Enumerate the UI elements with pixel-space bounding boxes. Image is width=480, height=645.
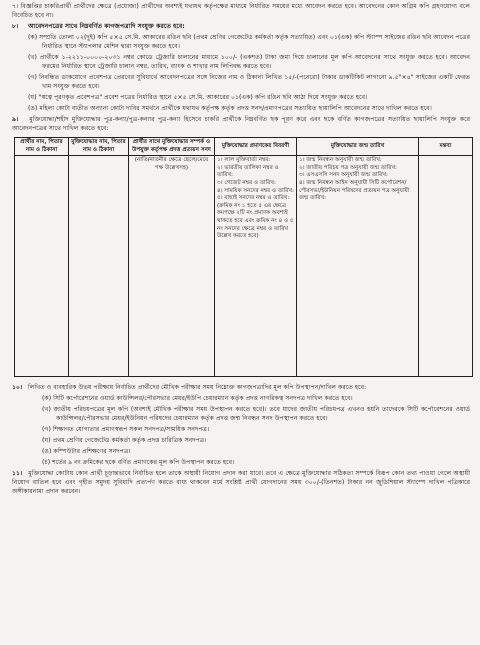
section11-number: ১১। bbox=[12, 470, 23, 478]
section9-text: মুক্তিযোদ্ধা/শহীদ মুক্তিযোদ্ধার পুত্র-কন্যা/পুত্র-কন্যার পুত্র-কন্যা হিসেবে চাকরি প্রার্থীকে নিম্নবর্ণিত ছক পূরণ করে এবং ছকে বর্ণিত কাগজপত্রের সত্যায়িত ছায়ালিপি সংযুক্ত করে আবেদনপত্রের সাথে দাখিল করতে হবে: bbox=[12, 116, 470, 132]
header-birth-date: মুক্তিযোদ্ধার জন্ম তারিখ bbox=[297, 138, 419, 156]
cell-evidence: ১। লাল মুক্তিবার্তা নম্বর: ২। ভারতীয় তালিকা নম্বর ও তারিখ: ৩। গেজেট নম্বর ও তারিখ: ৪। সাময়িক সনদের নম্বর ও তারিখ: ৫। বাছাই সনদের নম্বর ও তারিখ: (ক্রমিক নং ১ হতে ৫ এর ক্ষেত্রে কমপক্ষে ২টি নং প্রমাণক অবশ্যই থাকতে হবে এবং ক্রমিক নং ৪ ও ৫ নং সনদের ক্ষেত্রে নম্বর ও তারিখ উল্লেখ করতে হবে) bbox=[215, 156, 297, 377]
section10-item-c: (গ) শিক্ষাগত যোগ্যতার প্রমাণস্বরূপ সকল সনদপত্র/সাময়িক সনদপত্র। bbox=[42, 426, 210, 434]
section10-item-e: (ঙ) কম্পিউটার প্রশিক্ষণের সনদপত্র। bbox=[42, 448, 131, 456]
section10-text: লিখিত ও ব্যবহারিক উভয় পরীক্ষায় নির্বাচিত প্রার্থীদের মৌখিক পরীক্ষার সময় নিম্নোক্ত কাগজপত্রাদির মূল কপি উপস্থাপন/দাখিল করতে হবে: bbox=[27, 384, 367, 392]
section-10 bbox=[12, 383, 470, 467]
section-11 bbox=[12, 469, 470, 496]
cell-freedom-fighter bbox=[69, 156, 129, 377]
section8-title bbox=[12, 22, 470, 31]
section11-paragraph bbox=[12, 469, 470, 496]
section11-text: মুক্তিযোদ্ধা কোটায় কোন প্রার্থী চূড়ান্তভাবে নির্বাচিত হলে তাকে অস্থায়ী নিয়োগ প্রদান করা যাবে। তবে এ ক্ষেত্রে মুক্তিযোদ্ধার সঠিকতা সম্পর্কে বিরূপ কোন তথ্য পাওয়া গেলে অস্থায়ী নিয়োগ বাতিল হবে এবং গৃহীত সমুদয় সুবিধাদি প্রত্যর্পণ করতে বাধ্য থাকবেন মর্মে সংশ্লিষ্ট প্রার্থী যোগদানের সময় ৩০০/-(তিনশত) টাকার নন জুডিশিয়াল স্ট্যাম্পে দাখিল পত্রিকারে অঙ্গীকারনামা প্রদান করবেন। bbox=[12, 470, 470, 496]
section10-item-f: (চ) শর্তের ৯ নং ক্রমিকের ছকে বর্ণিত প্রমাণকের মূল কপি উপস্থাপন করতে হবে। bbox=[42, 459, 235, 467]
cell-relation: (নাতি/নাতনীর ক্ষেত্রে ছেলে/মেয়ে পক্ষ উল্লেখসহ) bbox=[129, 156, 215, 377]
header-applicant: প্রার্থীর নাম, পিতার নাম ও ঠিকানা bbox=[15, 138, 69, 156]
section8-number: ৮। bbox=[12, 23, 19, 30]
cell-applicant bbox=[15, 156, 69, 377]
section7-partial: ৭। বিজ্ঞপ্তির চাকরিপ্রার্থী প্রার্থীদের ক্ষেত্রে (প্রযোজ্য) প্রার্থীদের অবশ্যই যথাযথ কর্তৃপক্ষের মাধ্যমে নির্ধারিত সময়ের মধ্যে আবেদন করতে হবে। আবেদনের কোন অগ্রিম কপি গ্রহণযোগ্য বলে বিবেচিত হবে না। bbox=[12, 3, 470, 19]
section8-item-a: (ক) সম্প্রতি তোলা ০২(দুই) কপি ৫×৫ সে.মি. আকারের রঙিন ছবি (প্রথম শ্রেণির গেজেটেড কর্মকর্তা কর্তৃক সত্যায়িত) এবং ০১(এক) কপি স্ট্যাম্প সাইজের রঙিন ছবি আবেদন পত্রের নির্ধারিত স্থানে স্ট্যাপলার মেশিন দ্বারা সংযুক্ত করতে হবে। bbox=[28, 34, 470, 50]
header-evidence: মুক্তিযোদ্ধার প্রমাণকের বিবরণী bbox=[215, 138, 297, 156]
header-freedom-fighter: মুক্তিযোদ্ধার নাম, পিতার নাম ও ঠিকানা bbox=[69, 138, 129, 156]
section-9 bbox=[12, 115, 470, 377]
section10-number: ১০। bbox=[12, 384, 23, 392]
section9-number: ৯। bbox=[12, 116, 19, 123]
section8-item-c: (গ) নিবন্ধিত ডাকযোগে প্রবেশপত্র প্রেরণের সুবিধার্থে আবেদনপত্রের সঙ্গে নিজের নাম ও ঠিকানা লিখিত ১৫/-(পনেরো) টাকার ডাকটিকিট লাগানো ৯.৫"×৪" সাইজের একটি ফেরত খাম সংযুক্ত করতে হবে। bbox=[28, 74, 470, 90]
section-8 bbox=[12, 22, 470, 113]
cell-birth-date: ১। জন্ম নিবন্ধন অনুযায়ী জন্ম তারিখ: ২। জাতীয় পরিচয় পত্র অনুযায়ী জন্ম তারিখ: ৩। এসএসসি সনদ অনুযায়ী জন্ম তারিখ: ৪। জন্ম নিবন্ধন আইন অনুযায়ী সিটি কর্পোরেশন/পৌরসভা/ইউনিয়ন পরিষদের প্রত্যয়ন পত্র অনুযায়ী জন্ম তারিখ: bbox=[297, 156, 419, 377]
cell-remarks bbox=[419, 156, 473, 377]
section10-item-b: (খ) জাতীয় পরিচয়পত্রের মূল কপি (অবশ্যই মৌখিক পরীক্ষার সময় উপস্থাপন করতে হবে)। তবে যাদের জাতীয় পরিচয়পত্র এখনও হয়নি তাদেরকে সিটি কর্পোরেশনের ওয়ার্ড কাউন্সিলর/পৌরসভার মেয়র/ইউনিয়ন পরিষদের চেয়ারম্যান কর্তৃক প্রদত্ত জন্ম নিবন্ধন সনদ উপস্থাপন করতে হবে। bbox=[42, 406, 470, 423]
section8-heading: আবেদনপত্রের সাথে নিম্নবর্ণিত কাগজপত্রাদি সংযুক্ত করতে হবে: bbox=[28, 23, 185, 30]
section10-intro bbox=[12, 383, 470, 392]
header-relation: প্রার্থীর সাথে মুক্তিযোদ্ধার সম্পর্ক ও উপযুক্ত কর্তৃপক্ষ প্রদত্ত প্রত্যয়ন সনদ bbox=[129, 138, 215, 156]
section9-intro bbox=[12, 115, 470, 133]
header-remarks: মন্তব্য bbox=[419, 138, 473, 156]
section10-item-a: (ক) সিটি কর্পোরেশনের ওয়ার্ড কাউন্সিলর/পৌরসভার মেয়র/ইউপি চেয়ারম্যান কর্তৃক প্রদত্ত নাগরিকত্ব সনদপত্র দাখিল করতে হবে। bbox=[42, 395, 353, 403]
section8-item-e: (ঙ) মহিলা কোটা ব্যতীত অন্যান্য কোটা দাবির সমর্থনে প্রার্থীকে যথাযথ কর্তৃপক্ষ কর্তৃক প্রদত্ত সনদ/প্রমাণপত্রের সত্যায়িত ছায়ালিপি আবেদনের সাথে দাখিল করতে হবে। bbox=[28, 105, 432, 112]
section8-item-d: (ঘ) "স্বত্বে পূরণকৃত প্রবেশপত্র" প্রবেশ পত্রের নির্ধারিত স্থানে ৫×৫ সে.মি. আকারের ০১(এক) কপি রঙিন ছবি আঠা দিয়ে সংযুক্ত করতে হবে। bbox=[28, 94, 368, 101]
table-header-row bbox=[15, 138, 473, 156]
table-row bbox=[15, 156, 473, 377]
section10-item-d: (ঘ) প্রথম শ্রেণির গেজেটেড কর্মকর্তা কর্তৃক প্রদত্ত চারিত্রিক সনদপত্র। bbox=[42, 437, 207, 445]
section8-item-b: (খ) প্রার্থীকে ১-২২১১-০০০০-২০৩১ নম্বর কোডে ট্রেজারি চালানের মাধ্যমে ১০০/- (একশত) টাকা জমা দিয়ে চালানের মূল কপি আবেদনের সাথে সংযুক্ত করতে হবে। আবেদন ফরমের নির্ধারিত স্থানে ট্রেজারি চালান নম্বর, তারিখ, ব্যাংক ও শাখার নাম লিপিবদ্ধ করতে হবে। bbox=[28, 54, 470, 70]
freedom-fighter-table bbox=[14, 137, 473, 377]
